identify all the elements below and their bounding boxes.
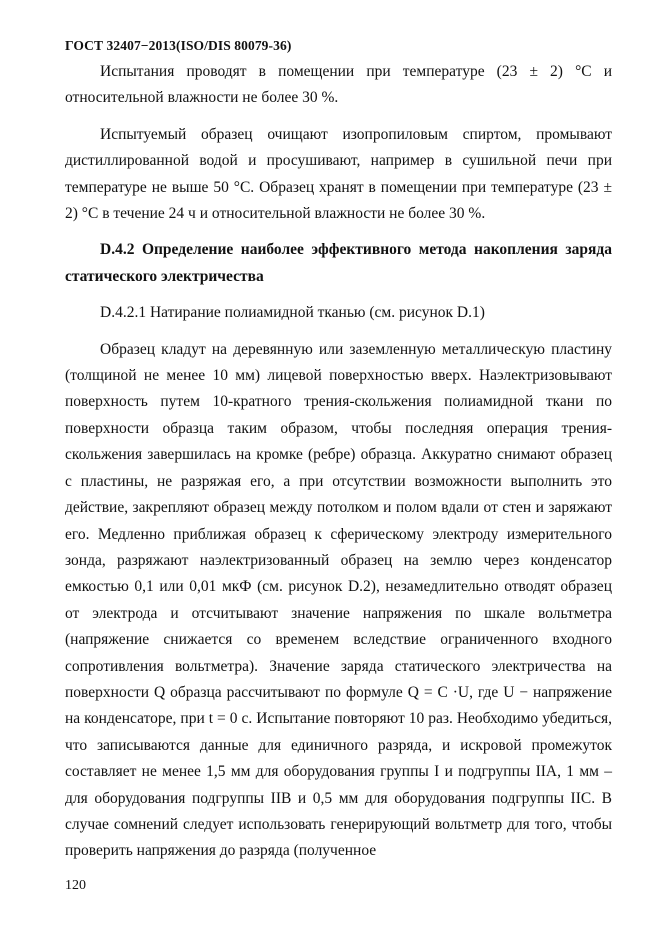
page-number: 120 [65, 878, 86, 893]
document-header: ГОСТ 32407−2013(ISO/DIS 80079-36) [65, 38, 292, 53]
paragraph-test-conditions: Испытания проводят в помещении при температуре (23 ± 2) °С и относительной влажности не более 30 %. [65, 63, 612, 107]
section-heading-d-4-2: D.4.2 Определение наиболее эффективного метода накопления заряда статического электричества [65, 241, 612, 285]
subsection-heading-d-4-2-1: D.4.2.1 Натирание полиамидной тканью (см. рисунок D.1) [100, 304, 485, 322]
paragraph-test-procedure: Образец кладут на деревянную или заземленную металлическую пластину (толщиной не менее 10 мм) лицевой поверхностью вверх. Наэлектризовывают поверхность путем 10-кратного трения-скольжения полиамидной ткани по поверхности образца таким образом, чтобы последняя операция трения-скольжения завершилась на кромке (ребре) образца. Аккуратно снимают образец с пластины, не разряжая его, а при отсутствии возможности выполнить это действие, закрепляют образец между потолком и полом вдали от стен и заряжают его. Медленно приближая образец к сферическому электроду измерительного зонда, разряжают наэлектризованный образец на землю через конденсатор емкостью 0,1 или 0,01 мкФ (см. рисунок D.2), незамедлительно отводят образец от электрода и отсчитывают значение напряжения по шкале вольтметра (напряжение снижается со временем вследствие ограниченного входного сопротивления вольтметра). Значение заряда статического электричества на поверхности Q образца рассчитывают по формуле Q = C ·U, где U − напряжение на конденсаторе, при t = 0 с. Испытание повторяют 10 раз. Необходимо убедиться, что записываются данные для единичного разряда, и искровой промежуток составляет не менее 1,5 мм для оборудования группы I и подгруппы IIA, 1 мм – для оборудования подгруппы IIB и 0,5 мм для оборудования подгруппы IIC. В случае сомнений следует использовать генерирующий вольтметр для того, чтобы проверить напряжения до разряда (полученное [65, 340, 612, 860]
paragraph-sample-preparation: Испытуемый образец очищают изопропиловым спиртом, промывают дистиллированной водой и просушивают, например в сушильной печи при температуре не выше 50 °С. Образец хранят в помещении при температуре (23 ± 2) °С в течение 24 ч и относительной влажности не более 30 %. [65, 125, 612, 223]
page-body [65, 59, 612, 865]
